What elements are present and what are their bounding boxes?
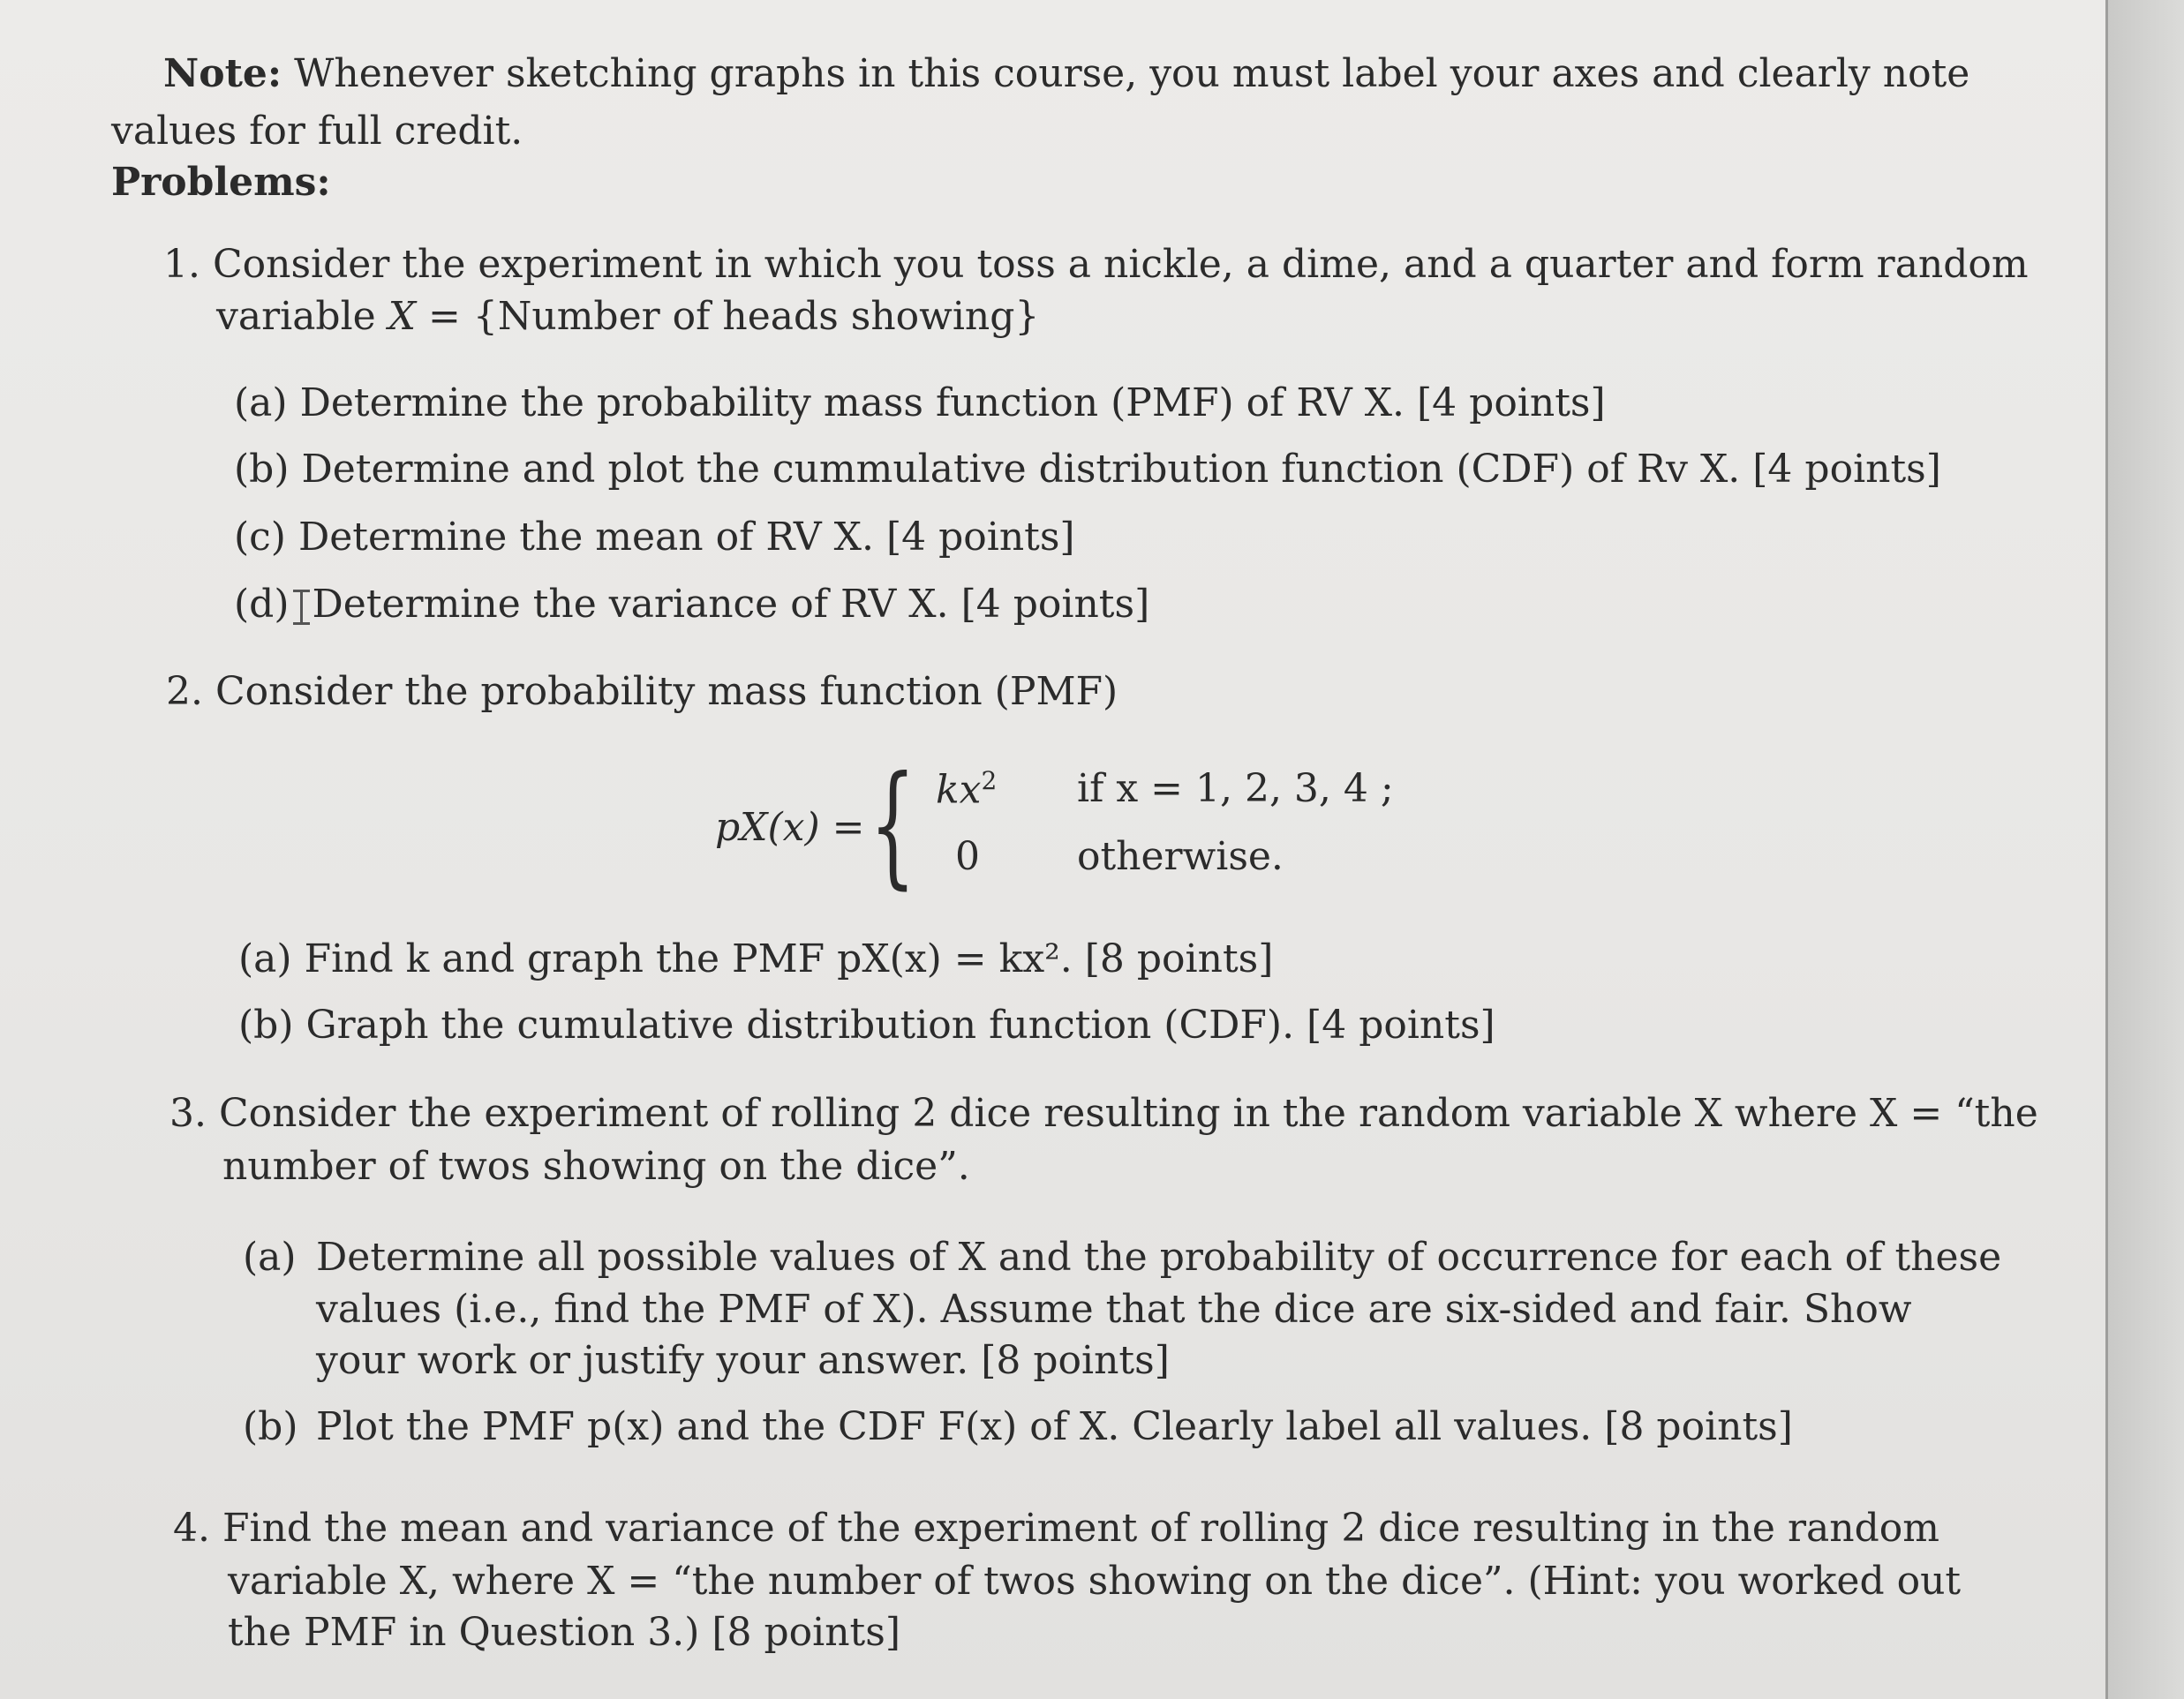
q1-text-2b: = {Number of heads showing} [416,294,1040,339]
q2-part-a [238,936,1274,981]
q1a-text: Determine the probability mass function (PMF) of RV X. [4 points] [299,380,1606,425]
q4-line-3: the PMF in Question 3.) [8 points] [228,1610,900,1655]
q1d-label: (d) [234,582,290,627]
case1-expr: kx [936,767,982,813]
q1c-text: Determine the mean of RV X. [4 points] [297,515,1075,560]
text-cursor-icon [290,590,313,625]
q3-line-2: number of twos showing on the dice”. [222,1144,970,1189]
case1-exponent: 2 [981,766,998,795]
equation-condition-1: if x = 1, 2, 3, 4 ; [1077,766,1394,811]
q3-part-a-line-1: Determine all possible values of X and the probability of occurrence for each of these [316,1235,2002,1280]
note-text-1: Whenever sketching graphs in this course, you must label your axes and clearly note [294,51,1970,96]
problems-heading: Problems: [111,160,331,205]
q1-part-c [234,515,1075,560]
q1b-label: (b) [234,447,290,492]
q3-line-1 [169,1091,2038,1136]
q1-line-2 [216,294,1040,339]
q3-part-a-label: (a) [243,1235,297,1280]
q1-text-2a: variable [216,294,388,339]
q4-line-2: variable X, where X = “the number of twos showing on the dice”. (Hint: you worked out [228,1559,1962,1604]
q2-text-1: Consider the probability mass function (PMF) [215,669,1118,714]
q2a-text: Find k and graph the PMF pX(x) = kx². [8 points] [304,936,1274,981]
q1-text-1: Consider the experiment in which you toss a nickle, a dime, and a quarter and form random [212,242,2029,287]
equation-lhs: pX(x) = [715,805,865,850]
q3-part-b-line-1: Plot the PMF p(x) and the CDF F(x) of X. Clearly label all values. [8 points] [316,1404,1793,1449]
q1-part-b [234,447,1941,492]
note-line-1 [163,51,1970,96]
screen-edge [2105,0,2184,1699]
equation-case-1 [936,766,997,813]
equation-condition-2: otherwise. [1077,834,1284,879]
q1a-label: (a) [234,380,288,425]
q2b-label: (b) [238,1003,294,1048]
q2-line-1 [166,669,1118,714]
q2a-label: (a) [238,936,292,981]
q3-part-b-label: (b) [243,1404,298,1449]
q2-part-b [238,1003,1495,1048]
q1-number: 1. [163,242,200,287]
left-brace: { [870,748,916,902]
q3-part-a-line-3: your work or justify your answer. [8 points] [316,1338,1170,1383]
q1b-text: Determine and plot the cummulative distribution function (CDF) of Rv X. [4 points] [301,447,1941,492]
q4-number: 4. [173,1506,210,1551]
pmf-equation [715,748,1510,902]
note-line-2: values for full credit. [111,109,523,154]
q1-part-a [234,380,1606,425]
q2-number: 2. [166,669,203,714]
q1-part-d [234,582,1150,627]
q3-text-1: Consider the experiment of rolling 2 dice resulting in the random variable X where X = “the [218,1091,2038,1136]
q1-var-x: X [388,294,417,339]
note-label: Note: [163,51,282,96]
q1-line-1 [163,242,2029,287]
equation-case-2: 0 [955,834,980,879]
q4-text-1: Find the mean and variance of the experiment of rolling 2 dice resulting in the random [222,1506,1939,1551]
q2b-text: Graph the cumulative distribution function (CDF). [4 points] [305,1003,1495,1048]
q3-number: 3. [169,1091,207,1136]
q1d-text: Determine the variance of RV X. [4 points] [312,582,1150,627]
q3-part-a-line-2: values (i.e., find the PMF of X). Assume that the dice are six-sided and fair. Show [316,1287,1912,1332]
q1c-label: (c) [234,515,286,560]
q4-line-1 [173,1506,1939,1551]
